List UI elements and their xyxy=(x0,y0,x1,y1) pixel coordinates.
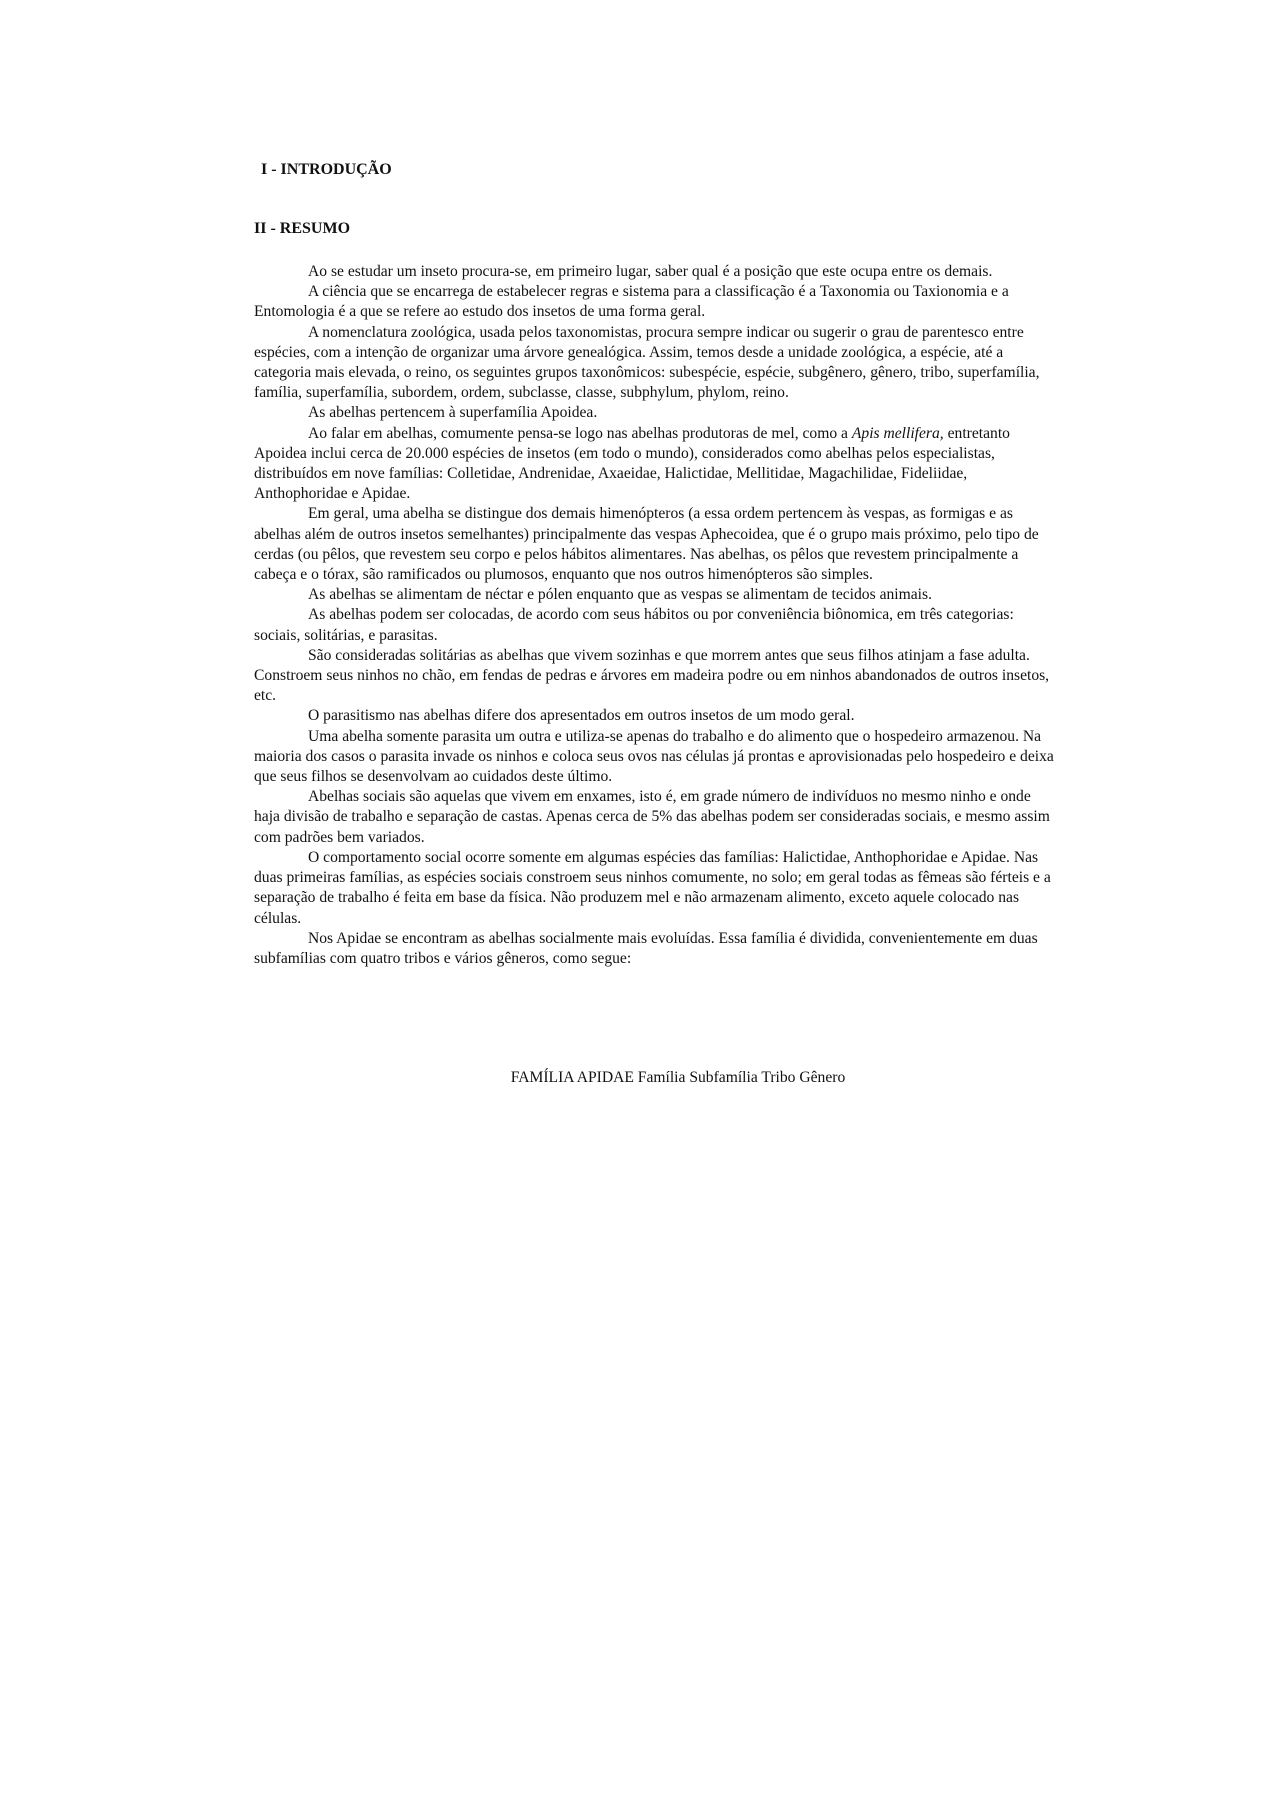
table-caption: FAMÍLIA APIDAE Família Subfamília Tribo Gênero xyxy=(510,1069,846,1086)
paragraph: As abelhas se alimentam de néctar e pólen enquanto que as vespas se alimentam de tecidos animais. xyxy=(308,586,932,604)
paragraph: As abelhas podem ser colocadas, de acordo com seus hábitos ou por conveniência biônomica, em três categorias: sociais, solitárias, e parasitas. xyxy=(254,606,1014,644)
paragraph: Abelhas sociais são aquelas que vivem em enxames, isto é, em grade número de indivíduos no mesmo ninho e onde haja divisão de trabalho e separação de castas. Apenas cerca de 5% das abelhas podem ser consideradas sociais, e mesmo assim com padrões bem variados. xyxy=(254,788,1050,846)
section-heading-introduction: I - INTRODUÇÃO xyxy=(261,161,392,178)
paragraph-apis-before: Ao falar em abelhas, comumente pensa-se logo nas abelhas produtoras de mel, como a xyxy=(308,424,852,442)
paragraph: As abelhas pertencem à superfamília Apoidea. xyxy=(308,404,598,422)
paragraph: Em geral, uma abelha se distingue dos demais himenópteros (a essa ordem pertencem às vespas, as formigas e as abelhas além de outros insetos semelhantes) principalmente das vespas Aphecoidea, que é o grupo mais próximo, pelo tipo de cerdas (ou pêlos, que revestem seu corpo e pelos hábitos alimentares. Nas abelhas, os pêlos que revestem principalmente a cabeça e o tórax, são ramificados ou plumosos, enquanto que nos outros himenópteros são simples. xyxy=(254,505,1039,584)
paragraph: A nomenclatura zoológica, usada pelos taxonomistas, procura sempre indicar ou sugerir o grau de parentesco entre espécies, com a intenção de organizar uma árvore genealógica. Assim, temos desde a unidade zoológica, a espécie, até a categoria mais elevada, o reino, os seguintes grupos taxonômicos: subespécie, espécie, subgênero, gênero, tribo, superfamília, família, superfamília, subordem, ordem, subclasse, classe, subphylum, phylom, reino. xyxy=(254,323,1040,402)
paragraph: Ao se estudar um inseto procura-se, em primeiro lugar, saber qual é a posição que este ocupa entre os demais. xyxy=(308,263,993,280)
body-text xyxy=(254,262,1054,969)
paragraph: Nos Apidae se encontram as abelhas socialmente mais evoluídas. Essa família é dividida, convenientemente em duas subfamílias com quatro tribos e vários gêneros, como segue: xyxy=(254,929,1038,967)
section-heading-summary: II - RESUMO xyxy=(254,220,351,237)
paragraph: A ciência que se encarrega de estabelecer regras e sistema para a classificação é a Taxonomia ou Taxionomia e a Entomologia é a que se refere ao estudo dos insetos de uma forma geral. xyxy=(254,283,1009,321)
paragraph: São consideradas solitárias as abelhas que vivem sozinhas e que morrem antes que seus filhos atinjam a fase adulta. Constroem seus ninhos no chão, em fendas de pedras e árvores em madeira podre ou em ninhos abandonados de outros insetos, etc. xyxy=(254,646,1050,705)
species-name-italic: Apis mellifera, xyxy=(851,424,944,442)
paragraph: O parasitismo nas abelhas difere dos apresentados em outros insetos de um modo geral. xyxy=(308,707,855,725)
paragraph: Uma abelha somente parasita um outra e utiliza-se apenas do trabalho e do alimento que o hospedeiro armazenou. Na maioria dos casos o parasita invade os ninhos e coloca seus ovos nas células já prontas e aprovisionadas pelo hospedeiro e deixa que seus filhos se desenvolvam ao cuidados deste último. xyxy=(254,727,1054,786)
paragraph-apis-after: entretanto Apoidea inclui cerca de 20.000 espécies de insetos (em todo o mundo), considerados como abelhas pelos especialistas, distribuídos em nove famílias: Colletidae, Andrenidae, Axaeidae, Halictidae, Mellitidae, Magachilidae, Fideliidae, Anthophoridae e Apidae. xyxy=(254,424,1010,503)
paragraph-apis xyxy=(254,424,1054,505)
paragraph: O comportamento social ocorre somente em algumas espécies das famílias: Halictidae, Anthophoridae e Apidae. Nas duas primeiras famílias, as espécies sociais constroem seus ninhos comumente, no solo; em geral todas as fêmeas são férteis e a separação de trabalho é feita em base da física. Não produzem mel e não armazenam alimento, exceto aquele colocado nas células. xyxy=(254,848,1051,927)
